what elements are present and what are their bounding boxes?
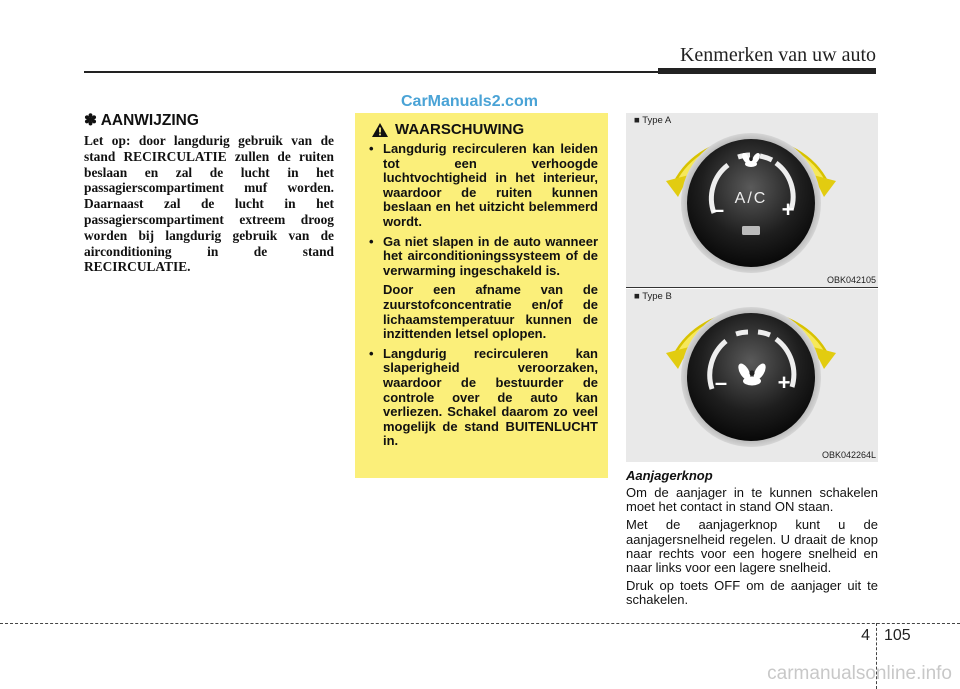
chapter-number: 4 (861, 627, 870, 644)
warning-header (371, 121, 598, 138)
paragraph: Om de aanjager in te kunnen schakelen moet het contact in stand ON staan. (626, 485, 878, 515)
figure-separator (626, 287, 878, 288)
figure-caption: Aanjagerknop (626, 468, 713, 483)
warning-item: • Ga niet slapen in de auto wanneer het airconditioningssysteem of de verwarming ingeschakeld is. (369, 233, 598, 278)
minus-label: – (714, 370, 728, 395)
warning-triangle-icon (371, 122, 389, 138)
blower-knob-description (626, 468, 878, 612)
figure-code: OBK042105 (826, 275, 876, 285)
figure-type-a (626, 113, 878, 287)
warning-list (365, 347, 598, 449)
figure-type-label: ■ Type A (634, 115, 672, 126)
warning-continuation: Door een afname van de zuurstofconcentratie en/of de lichaamstemperatuur kunnen de inzittenden letsel oplopen. (383, 282, 598, 342)
warning-item: • Langdurig recirculeren kan leiden tot een verhoogde luchtvochtigheid in het interieur, waardoor de ruiten kunnen beslaan en het uitzicht belemmerd wordt. (369, 141, 598, 229)
header-rule-bold (658, 68, 876, 74)
page-number: 105 (884, 627, 911, 644)
warning-item: • Langdurig recirculeren kan slaperigheid veroorzaken, waardoor de bestuurder de controle over de auto kan verliezen. Schakel daarom zo veel mogelijk de stand BUITENLUCHT in. (369, 345, 598, 449)
note-heading: ✽ AANWIJZING (84, 112, 199, 129)
ac-label: A/C (734, 190, 768, 207)
header-rule (84, 71, 660, 73)
watermark-top[interactable]: CarManuals2.com (401, 93, 538, 110)
plus-label: + (777, 370, 791, 395)
warning-box (355, 113, 608, 478)
note-body: Let op: door langdurig gebruik van de stand RECIRCULATIE zullen de ruiten beslaan en zal de lucht in het passagierscompartiment muf worden. Daarnaast zal de lucht in het passagierscompartiment extreem droog worden bij langdurig gebruik van de airconditioning in de stand RECIRCULATIE. (84, 133, 334, 275)
section-title: Kenmerken van uw auto (679, 44, 876, 66)
figure-type-b (626, 289, 878, 462)
figure-code: OBK042264L (821, 450, 876, 460)
blower-knob-illustration (626, 113, 878, 287)
paragraph: Druk op toets OFF om de aanjager uit te schakelen. (626, 578, 878, 608)
recirculation-indicator (742, 226, 760, 235)
footer-rule (0, 623, 960, 624)
warning-list (365, 142, 598, 278)
blower-knob-illustration (626, 289, 878, 462)
paragraph: Met de aanjagerknop kunt u de aanjagersnelheid regelen. U draait de knop naar rechts voor een hogere snelheid en naar links voor een lagere snelheid. (626, 517, 878, 576)
plus-label: + (781, 197, 795, 222)
minus-label: – (711, 197, 725, 222)
watermark-bottom[interactable]: carmanualsonline.info (767, 663, 952, 684)
note-block (84, 111, 334, 275)
warning-title: WAARSCHUWING (395, 121, 525, 138)
figure-type-label: ■ Type B (634, 291, 672, 302)
